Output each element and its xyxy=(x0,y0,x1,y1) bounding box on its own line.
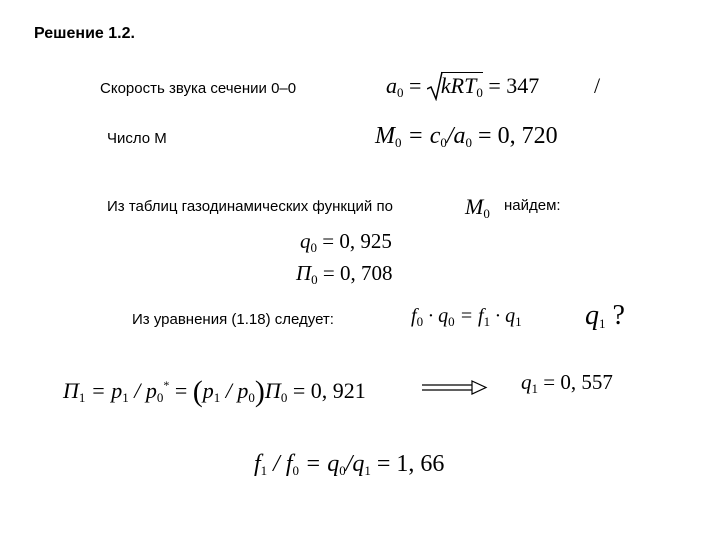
subscript: 1 xyxy=(78,390,86,405)
subscript: 0 xyxy=(280,390,288,405)
f-symbol: f xyxy=(411,305,417,327)
radical-bar xyxy=(441,72,483,73)
subscript: 1 xyxy=(122,390,129,405)
subscript: 0 xyxy=(465,135,473,150)
f-symbol: / f xyxy=(267,451,293,477)
q-symbol: q xyxy=(300,229,311,253)
subscript: 0 xyxy=(476,85,483,100)
q0-result xyxy=(300,229,392,256)
pi1-value: = 0, 921 xyxy=(287,378,366,403)
M-symbol: M xyxy=(465,194,484,219)
flow-equation xyxy=(411,305,522,330)
mach-number-formula xyxy=(375,123,558,151)
subscript: 0 xyxy=(311,272,318,287)
f-symbol: = f xyxy=(454,305,484,327)
q-symbol: q xyxy=(521,370,532,394)
tables-label: Из таблиц газодинамических функций по xyxy=(107,198,393,215)
pi0-value: = 0, 708 xyxy=(317,261,393,285)
q-symbol: · q xyxy=(490,305,516,327)
subscript: 0 xyxy=(448,314,455,329)
speed-value: = 347 xyxy=(482,73,540,98)
pi0-result xyxy=(296,261,393,288)
f-ratio-value: = 1, 66 xyxy=(370,451,445,477)
solution-title: Решение 1.2. xyxy=(34,25,135,42)
subscript: 0 xyxy=(440,135,447,150)
a-symbol: /a xyxy=(446,123,466,149)
pi-symbol: Π xyxy=(63,378,79,403)
left-paren: ( xyxy=(192,375,203,408)
q-symbol: q xyxy=(585,300,599,331)
subscript: 1 xyxy=(599,316,606,331)
q-symbol: · q xyxy=(423,305,449,327)
subscript: 1 xyxy=(213,390,221,405)
subscript: 1 xyxy=(515,314,522,329)
question-mark: ? xyxy=(612,300,625,331)
right-arrow-icon xyxy=(420,380,488,396)
subscript: 0 xyxy=(395,135,402,150)
subscript: 0 xyxy=(416,314,424,329)
subscript: 0 xyxy=(310,240,317,255)
subscript: 1 xyxy=(531,381,538,396)
equals-sign: = xyxy=(169,378,193,403)
equals-sign: = xyxy=(403,73,427,98)
subscript: 0 xyxy=(397,85,404,100)
p-symbol: / p xyxy=(128,378,157,403)
q1-value: = 0, 557 xyxy=(538,370,613,394)
pi1-formula xyxy=(63,375,366,409)
subscript: 0 xyxy=(339,463,346,478)
mach-value: = 0, 720 xyxy=(472,123,558,149)
q0-value: = 0, 925 xyxy=(317,229,392,253)
speed-of-sound-label: Скорость звука сечении 0–0 xyxy=(100,80,297,97)
q-symbol: = q xyxy=(299,451,340,477)
speed-of-sound-formula xyxy=(386,73,539,101)
sqrt-expression xyxy=(427,73,483,101)
f-symbol: f xyxy=(254,451,261,477)
M-symbol: M xyxy=(375,123,395,149)
q-symbol: /q xyxy=(345,451,365,477)
kRT-term: kRT xyxy=(440,73,477,98)
subscript: 1 xyxy=(364,463,371,478)
p-symbol: / p xyxy=(220,378,249,403)
right-paren: ) xyxy=(254,375,265,408)
c-symbol: = c xyxy=(401,123,441,149)
p-symbol: = p xyxy=(85,378,123,403)
subscript: 0 xyxy=(156,390,164,405)
subscript: 1 xyxy=(260,463,268,478)
subscript: 0 xyxy=(292,463,300,478)
q1-unknown xyxy=(585,300,625,332)
M0-symbol xyxy=(465,194,490,222)
radical-sign xyxy=(427,71,443,101)
subscript: 0 xyxy=(248,390,255,405)
unit-slash: / xyxy=(594,73,601,98)
subscript: 0 xyxy=(483,206,490,221)
pi-symbol: Π xyxy=(264,378,281,403)
pi-symbol: Π xyxy=(296,261,312,285)
found-label: найдем: xyxy=(504,197,561,214)
star-superscript: * xyxy=(163,378,170,392)
subscript: 1 xyxy=(483,314,491,329)
f-ratio-formula xyxy=(254,451,444,479)
a-symbol: a xyxy=(386,73,397,98)
p-symbol: p xyxy=(202,378,214,403)
mach-number-label: Число М xyxy=(107,130,167,147)
equation-label: Из уравнения (1.18) следует: xyxy=(132,311,334,328)
q1-result xyxy=(521,370,613,397)
